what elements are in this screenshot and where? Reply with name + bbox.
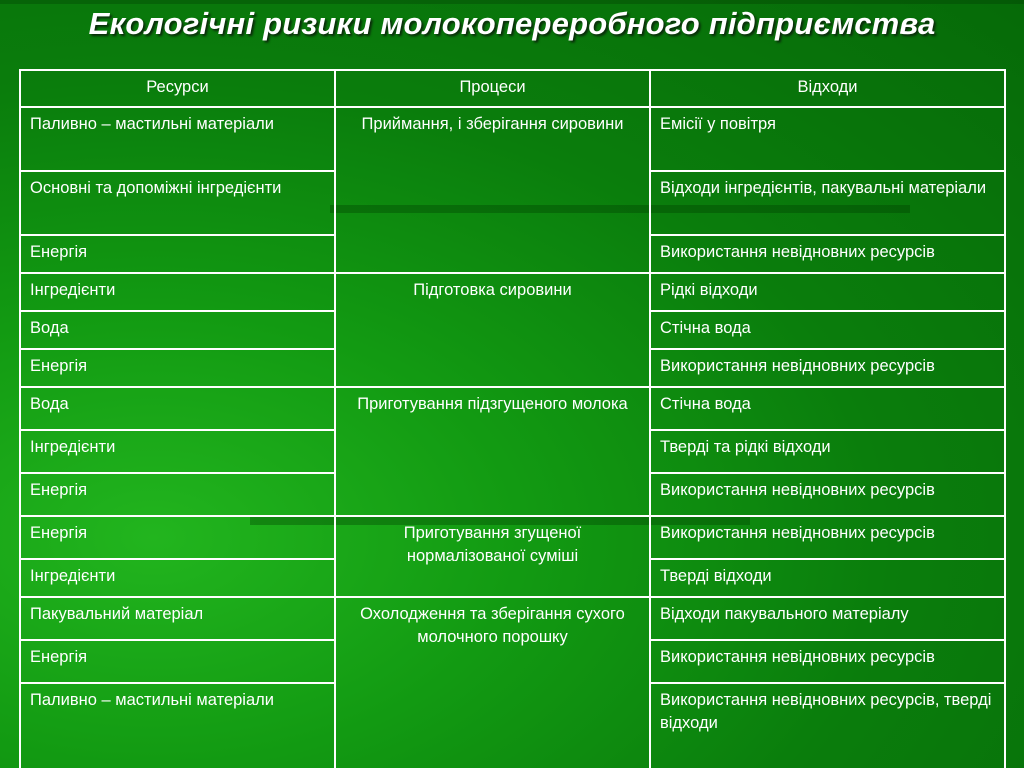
waste-cell: Відходи пакувального матеріалу bbox=[650, 597, 1005, 640]
header-resources: Ресурси bbox=[20, 70, 335, 107]
resource-cell: Паливно – мастильні матеріали bbox=[20, 683, 335, 768]
table-row bbox=[20, 273, 1005, 311]
process-cell: Підготовка сировини bbox=[335, 273, 650, 387]
waste-cell: Стічна вода bbox=[650, 311, 1005, 349]
resource-cell: Інгредієнти bbox=[20, 559, 335, 597]
header-waste: Відходи bbox=[650, 70, 1005, 107]
resource-cell: Паливно – мастильні матеріали bbox=[20, 107, 335, 171]
table-header-row bbox=[20, 70, 1005, 107]
table-row bbox=[20, 597, 1005, 640]
slide-title: Екологічні ризики молокопереробного підприємства bbox=[88, 6, 936, 41]
header-processes: Процеси bbox=[335, 70, 650, 107]
resource-cell: Пакувальний матеріал bbox=[20, 597, 335, 640]
waste-cell: Використання невідновних ресурсів bbox=[650, 640, 1005, 683]
process-cell: Приготування згущеної нормалізованої суміші bbox=[335, 516, 650, 597]
process-cell: Приймання, і зберігання сировини bbox=[335, 107, 650, 273]
waste-cell: Тверді відходи bbox=[650, 559, 1005, 597]
resource-cell: Енергія bbox=[20, 640, 335, 683]
waste-cell: Використання невідновних ресурсів bbox=[650, 235, 1005, 273]
waste-cell: Використання невідновних ресурсів bbox=[650, 349, 1005, 387]
waste-cell: Використання невідновних ресурсів, тверді відходи bbox=[650, 683, 1005, 768]
table-row bbox=[20, 516, 1005, 559]
resource-cell: Вода bbox=[20, 311, 335, 349]
resource-cell: Інгредієнти bbox=[20, 430, 335, 473]
process-cell: Приготування підзгущеного молока bbox=[335, 387, 650, 516]
waste-cell: Використання невідновних ресурсів bbox=[650, 516, 1005, 559]
resource-cell: Основні та допоміжні інгредієнти bbox=[20, 171, 335, 235]
waste-cell: Емісії у повітря bbox=[650, 107, 1005, 171]
table-row bbox=[20, 107, 1005, 171]
resource-cell: Енергія bbox=[20, 516, 335, 559]
resource-cell: Енергія bbox=[20, 473, 335, 516]
resource-cell: Вода bbox=[20, 387, 335, 430]
waste-cell: Тверді та рідкі відходи bbox=[650, 430, 1005, 473]
resource-cell: Інгредієнти bbox=[20, 273, 335, 311]
waste-cell: Використання невідновних ресурсів bbox=[650, 473, 1005, 516]
waste-cell: Стічна вода bbox=[650, 387, 1005, 430]
decorative-band bbox=[0, 0, 1024, 4]
risk-table bbox=[19, 69, 1006, 768]
waste-cell: Відходи інгредієнтів, пакувальні матеріали bbox=[650, 171, 1005, 235]
process-cell: Охолодження та зберігання сухого молочного порошку bbox=[335, 597, 650, 768]
resource-cell: Енергія bbox=[20, 235, 335, 273]
resource-cell: Енергія bbox=[20, 349, 335, 387]
waste-cell: Рідкі відходи bbox=[650, 273, 1005, 311]
table-row bbox=[20, 387, 1005, 430]
